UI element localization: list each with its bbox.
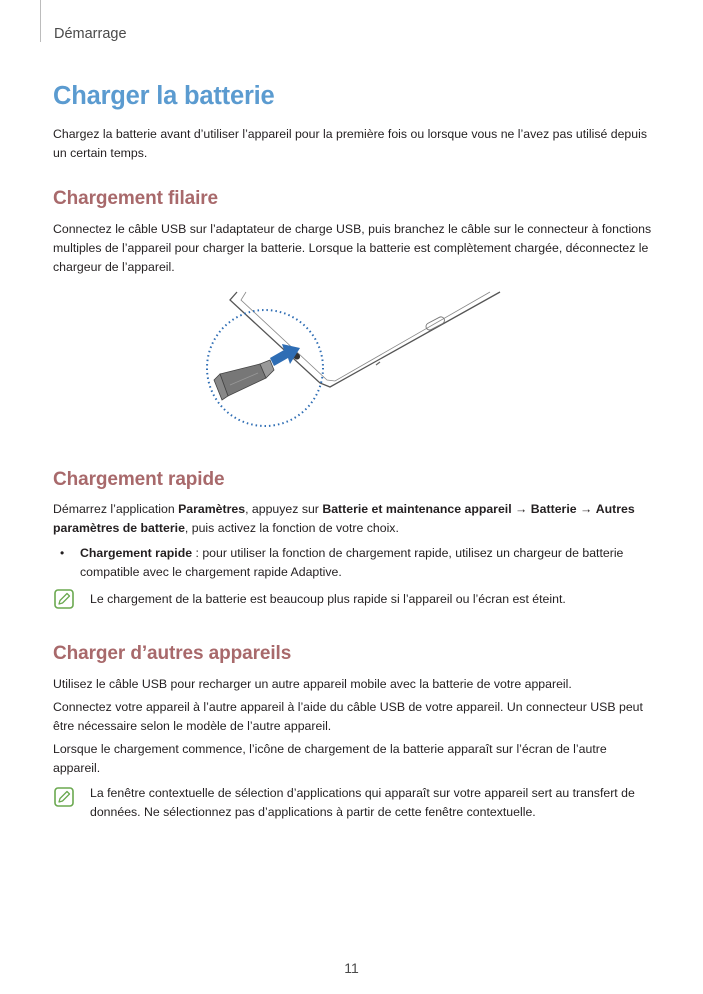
intro-paragraph: Chargez la batterie avant d’utiliser l’appareil pour la première fois ou lorsque vous ne l’avez pas utilisé depuis un certain temps. — [53, 127, 647, 160]
insert-arrow-icon — [270, 344, 300, 366]
tablet-port-mark — [376, 362, 380, 365]
fast-note: Le chargement de la batterie est beaucoup plus rapide si l’appareil ou l’écran est éteint. — [90, 592, 566, 606]
margin-rule — [40, 0, 41, 42]
others-note: La fenêtre contextuelle de sélection d’applications qui apparaît sur votre appareil sert au transfert de données. Ne sélectionnez pas d’applications à partir de cette fenêtre contextuelle. — [90, 786, 635, 819]
page-number: 11 — [344, 960, 359, 976]
section-label: Démarrage — [54, 26, 127, 42]
bullet-marker: • — [60, 546, 65, 560]
charging-illustration — [200, 288, 510, 433]
fast-paragraph: Démarrez l’application Paramètres, appuyez sur Batterie et maintenance appareil → Batterie → Autres paramètres de batterie, puis activez la fonction de votre choix. — [53, 502, 635, 535]
fast-heading: Chargement rapide — [53, 469, 225, 490]
others-paragraph-3: Lorsque le chargement commence, l’icône de chargement de la batterie apparaît sur l’écran de l’autre appareil. — [53, 742, 607, 775]
page-title: Charger la batterie — [53, 82, 275, 110]
others-paragraph-2: Connectez votre appareil à l’autre appareil à l’aide du câble USB de votre appareil. Un connecteur USB peut être nécessaire selon le modèle de l’autre appareil. — [53, 700, 643, 733]
wired-heading: Chargement filaire — [53, 188, 219, 209]
note-pencil-icon — [54, 589, 74, 609]
usb-cable-plug-icon — [214, 360, 274, 400]
others-paragraph-1: Utilisez le câble USB pour recharger un autre appareil mobile avec la batterie de votre appareil. — [53, 677, 572, 691]
wired-paragraph: Connectez le câble USB sur l’adaptateur de charge USB, puis branchez le câble sur le connecteur à fonctions multiples de l’appareil pour charger la batterie. Lorsque la batterie est complètement chargée, déconnectez le chargeur de l’appareil. — [53, 222, 652, 274]
fast-bullet: Chargement rapide : pour utiliser la fonction de chargement rapide, utilisez un chargeur de batterie compatible avec le chargement rapide Adaptive. — [80, 546, 624, 579]
note-pencil-icon — [54, 787, 74, 807]
others-heading: Charger d’autres appareils — [53, 643, 292, 664]
